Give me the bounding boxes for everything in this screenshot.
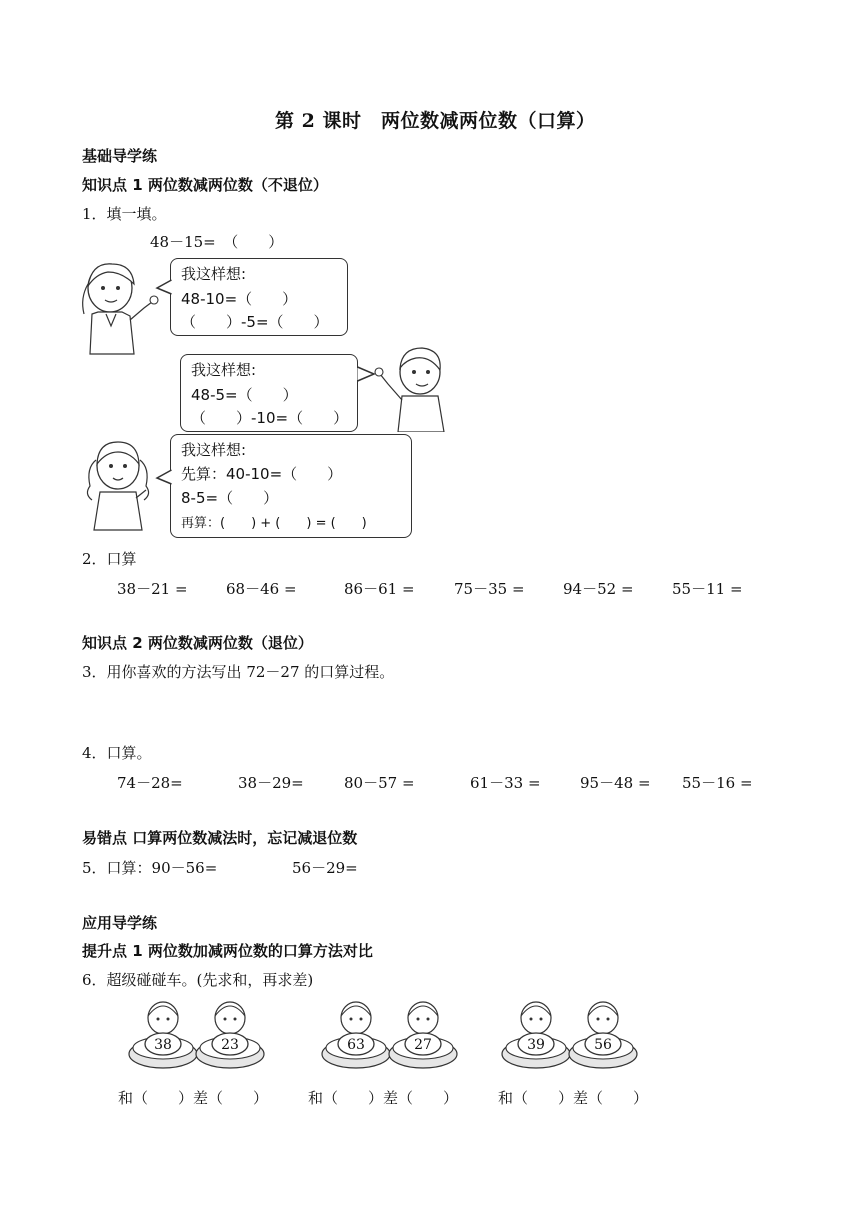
improvement-point-1: 提升点 1 两位数加减两位数的口算方法对比 [82, 942, 373, 960]
bubble-3-line-3: 8-5=（ ） [181, 489, 279, 507]
q2-item-3: 86－61 = [344, 580, 415, 598]
section-heading-basic: 基础导学练 [82, 147, 158, 165]
car-number-3-2: 56 [594, 1037, 612, 1053]
question-2-label: 2．口算 [82, 550, 137, 568]
question-1-label: 1．填一填。 [82, 205, 167, 223]
speech-bubble-3 [170, 434, 412, 538]
error-prone-point: 易错点 口算两位数减法时，忘记减退位数 [82, 829, 358, 847]
knowledge-point-1: 知识点 1 两位数减两位数（不退位） [82, 176, 328, 194]
bumper-car-pair-2 [322, 1002, 457, 1068]
boy-illustration [372, 342, 452, 432]
q6-answer-3: 和（ ）差（ ） [498, 1089, 649, 1107]
bubble-3-line-2: 先算：40-10=（ ） [181, 465, 343, 483]
q5-item-2: 56－29= [292, 859, 358, 877]
knowledge-point-2: 知识点 2 两位数减两位数（退位） [82, 634, 313, 652]
q6-answer-2: 和（ ）差（ ） [308, 1089, 459, 1107]
page-title: 第 2 课时 两位数减两位数（口算） [275, 110, 596, 132]
q2-item-5: 94－52 = [563, 580, 634, 598]
question-5-label: 5．口算：90－56= [82, 859, 218, 877]
bubble-2-line-1: 我这样想: [191, 361, 257, 379]
question-1-expression: 48－15= （ ） [150, 233, 284, 251]
q4-item-2: 38－29= [238, 774, 304, 792]
q4-item-4: 61－33 = [470, 774, 541, 792]
q4-item-6: 55－16 = [682, 774, 753, 792]
bubble-1-line-3: （ ）-5=（ ） [181, 313, 329, 331]
bubble-2-line-2: 48-5=（ ） [191, 386, 298, 404]
question-6-label: 6．超级碰碰车。(先求和，再求差) [82, 971, 314, 989]
girl-illustration-1 [78, 258, 168, 358]
car-number-1-1: 38 [154, 1037, 172, 1053]
q2-item-6: 55－11 = [672, 580, 743, 598]
q2-item-4: 75－35 = [454, 580, 525, 598]
bubble-3-line-4: 再算：( ) + ( ) = ( ) [181, 516, 367, 531]
speech-bubble-1 [170, 258, 348, 336]
bubble-1-line-2: 48-10=（ ） [181, 290, 298, 308]
bumper-cars-illustration [125, 998, 685, 1078]
q2-item-1: 38－21 = [117, 580, 188, 598]
speech-bubble-2 [180, 354, 358, 432]
car-number-2-1: 63 [347, 1037, 365, 1053]
section-heading-application: 应用导学练 [82, 914, 158, 932]
q4-item-5: 95－48 = [580, 774, 651, 792]
q4-item-3: 80－57 = [344, 774, 415, 792]
bubble-2-line-3: （ ）-10=（ ） [191, 409, 349, 427]
car-number-1-2: 23 [221, 1037, 239, 1053]
bumper-car-pair-1 [129, 1002, 264, 1068]
car-number-3-1: 39 [527, 1037, 545, 1053]
bubble-3-line-1: 我这样想: [181, 441, 247, 459]
car-number-2-2: 27 [414, 1037, 432, 1053]
bubble-1-line-1: 我这样想: [181, 265, 247, 283]
q6-answer-1: 和（ ）差（ ） [118, 1089, 269, 1107]
question-4-label: 4．口算。 [82, 744, 152, 762]
q4-item-1: 74－28= [117, 774, 183, 792]
bumper-car-pair-3 [502, 1002, 637, 1068]
question-3: 3．用你喜欢的方法写出 72－27 的口算过程。 [82, 663, 395, 681]
q2-item-2: 68－46 = [226, 580, 297, 598]
